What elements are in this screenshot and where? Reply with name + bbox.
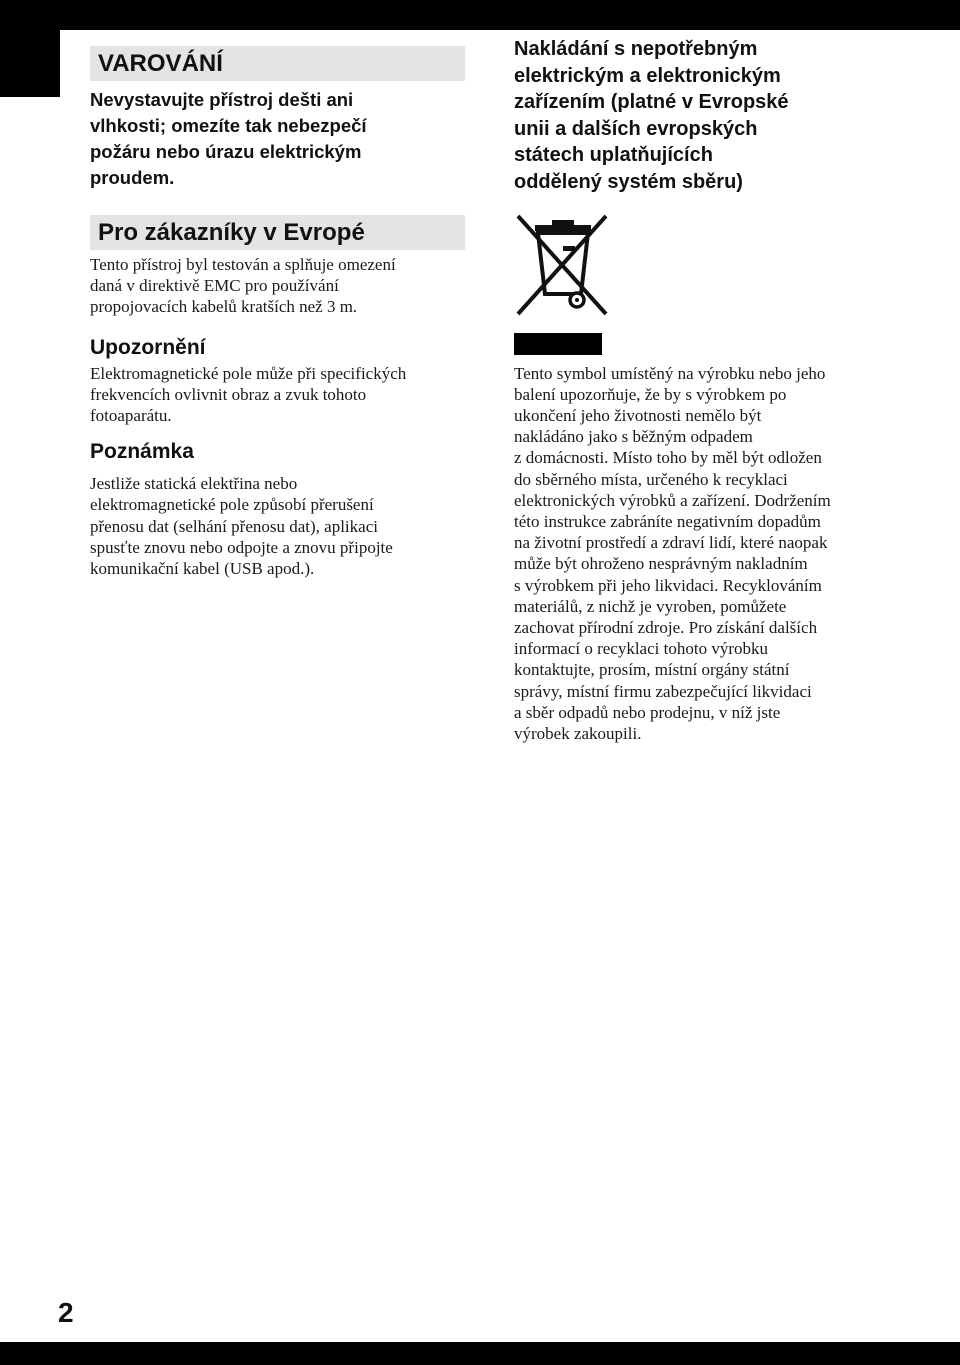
disposal-line: Tento symbol umístěný na výrobku nebo jeho <box>514 363 826 383</box>
bottom-black-bar <box>0 1342 960 1365</box>
disposal-line: elektronických výrobků a zařízení. Dodržením <box>514 490 831 510</box>
warning-text <box>90 87 465 191</box>
europe-line: daná v direktivě EMC pro používání <box>90 276 339 296</box>
europe-heading: Pro zákazníky v Evropé <box>90 215 465 250</box>
notice-line: Elektromagnetické pole může při specifických <box>90 363 407 383</box>
disposal-heading-line: státech uplatňujících <box>514 144 713 167</box>
note-line: spusťte znovu nebo odpojte a znovu připojte <box>90 537 393 557</box>
disposal-line: informací o recyklaci tohoto výrobku <box>514 639 768 659</box>
disposal-line: této instrukce zabráníte negativním dopadům <box>514 511 821 531</box>
separate-collection-bar <box>514 333 602 355</box>
warning-line: proudem. <box>90 167 175 188</box>
notice-line: fotoaparátu. <box>90 406 172 426</box>
page-number: 2 <box>58 1297 74 1328</box>
warning-line: Nevystavujte přístroj dešti ani <box>90 89 354 110</box>
note-line: elektromagnetické pole způsobí přerušení <box>90 495 374 515</box>
disposal-line: do sběrného místa, určeného k recyklaci <box>514 469 788 489</box>
note-text <box>90 473 465 579</box>
corner-tab-marker <box>0 0 60 97</box>
disposal-line: kontaktujte, prosím, místní orgány státní <box>514 660 790 680</box>
europe-line: propojovacích kabelů kratších než 3 m. <box>90 297 358 317</box>
notice-line: frekvencích ovlivnit obraz a zvuk tohoto <box>90 384 367 404</box>
note-line: komunikační kabel (USB apod.). <box>90 559 315 579</box>
warning-line: vlhkosti; omezíte tak nebezpečí <box>90 115 367 136</box>
crossed-out-wheeled-bin-icon <box>514 212 610 318</box>
disposal-heading-line: oddělený systém sběru) <box>514 170 743 193</box>
warning-line: požáru nebo úrazu elektrickým <box>90 141 362 162</box>
note-heading: Poznámka <box>90 440 194 464</box>
right-column <box>514 36 904 744</box>
notice-heading: Upozornění <box>90 335 206 359</box>
note-line: přenosu dat (selhání přenosu dat), aplikaci <box>90 516 378 536</box>
disposal-heading <box>514 36 904 196</box>
top-black-bar <box>0 0 960 30</box>
disposal-line: na životní prostředí a zdraví lidí, které naopak <box>514 533 828 553</box>
warning-heading: VAROVÁNÍ <box>90 46 465 81</box>
disposal-line: výrobek zakoupili. <box>514 724 642 744</box>
note-line: Jestliže statická elektřina nebo <box>90 474 298 494</box>
disposal-heading-line: zařízením (platné v Evropské <box>514 91 789 114</box>
disposal-line: balení upozorňuje, že by s výrobkem po <box>514 384 787 404</box>
europe-text <box>90 254 465 318</box>
europe-line: Tento přístroj byl testován a splňuje omezení <box>90 255 396 274</box>
disposal-line: materiálů, z nichž je vyroben, pomůžete <box>514 596 787 616</box>
disposal-line: ukončení jeho životnosti nemělo být <box>514 405 762 425</box>
disposal-line: a sběr odpadů nebo prodejnu, v níž jste <box>514 702 781 722</box>
notice-text <box>90 363 465 427</box>
disposal-line: může být ohroženo nesprávným nakladním <box>514 554 808 574</box>
left-column <box>90 46 465 579</box>
disposal-line: s výrobkem při jeho likvidaci. Recyklováním <box>514 575 822 595</box>
disposal-line: z domácnosti. Místo toho by měl být odložen <box>514 448 822 468</box>
disposal-line: zachovat přírodní zdroje. Pro získání dalších <box>514 618 818 637</box>
disposal-heading-line: elektrickým a elektronickým <box>514 64 781 87</box>
disposal-text <box>514 363 904 745</box>
disposal-heading-line: unii a dalších evropských <box>514 117 758 140</box>
disposal-line: správy, místní firmu zabezpečující likvidaci <box>514 681 812 701</box>
disposal-heading-line: Nakládání s nepotřebným <box>514 38 758 60</box>
disposal-line: nakládáno jako s běžným odpadem <box>514 427 753 447</box>
